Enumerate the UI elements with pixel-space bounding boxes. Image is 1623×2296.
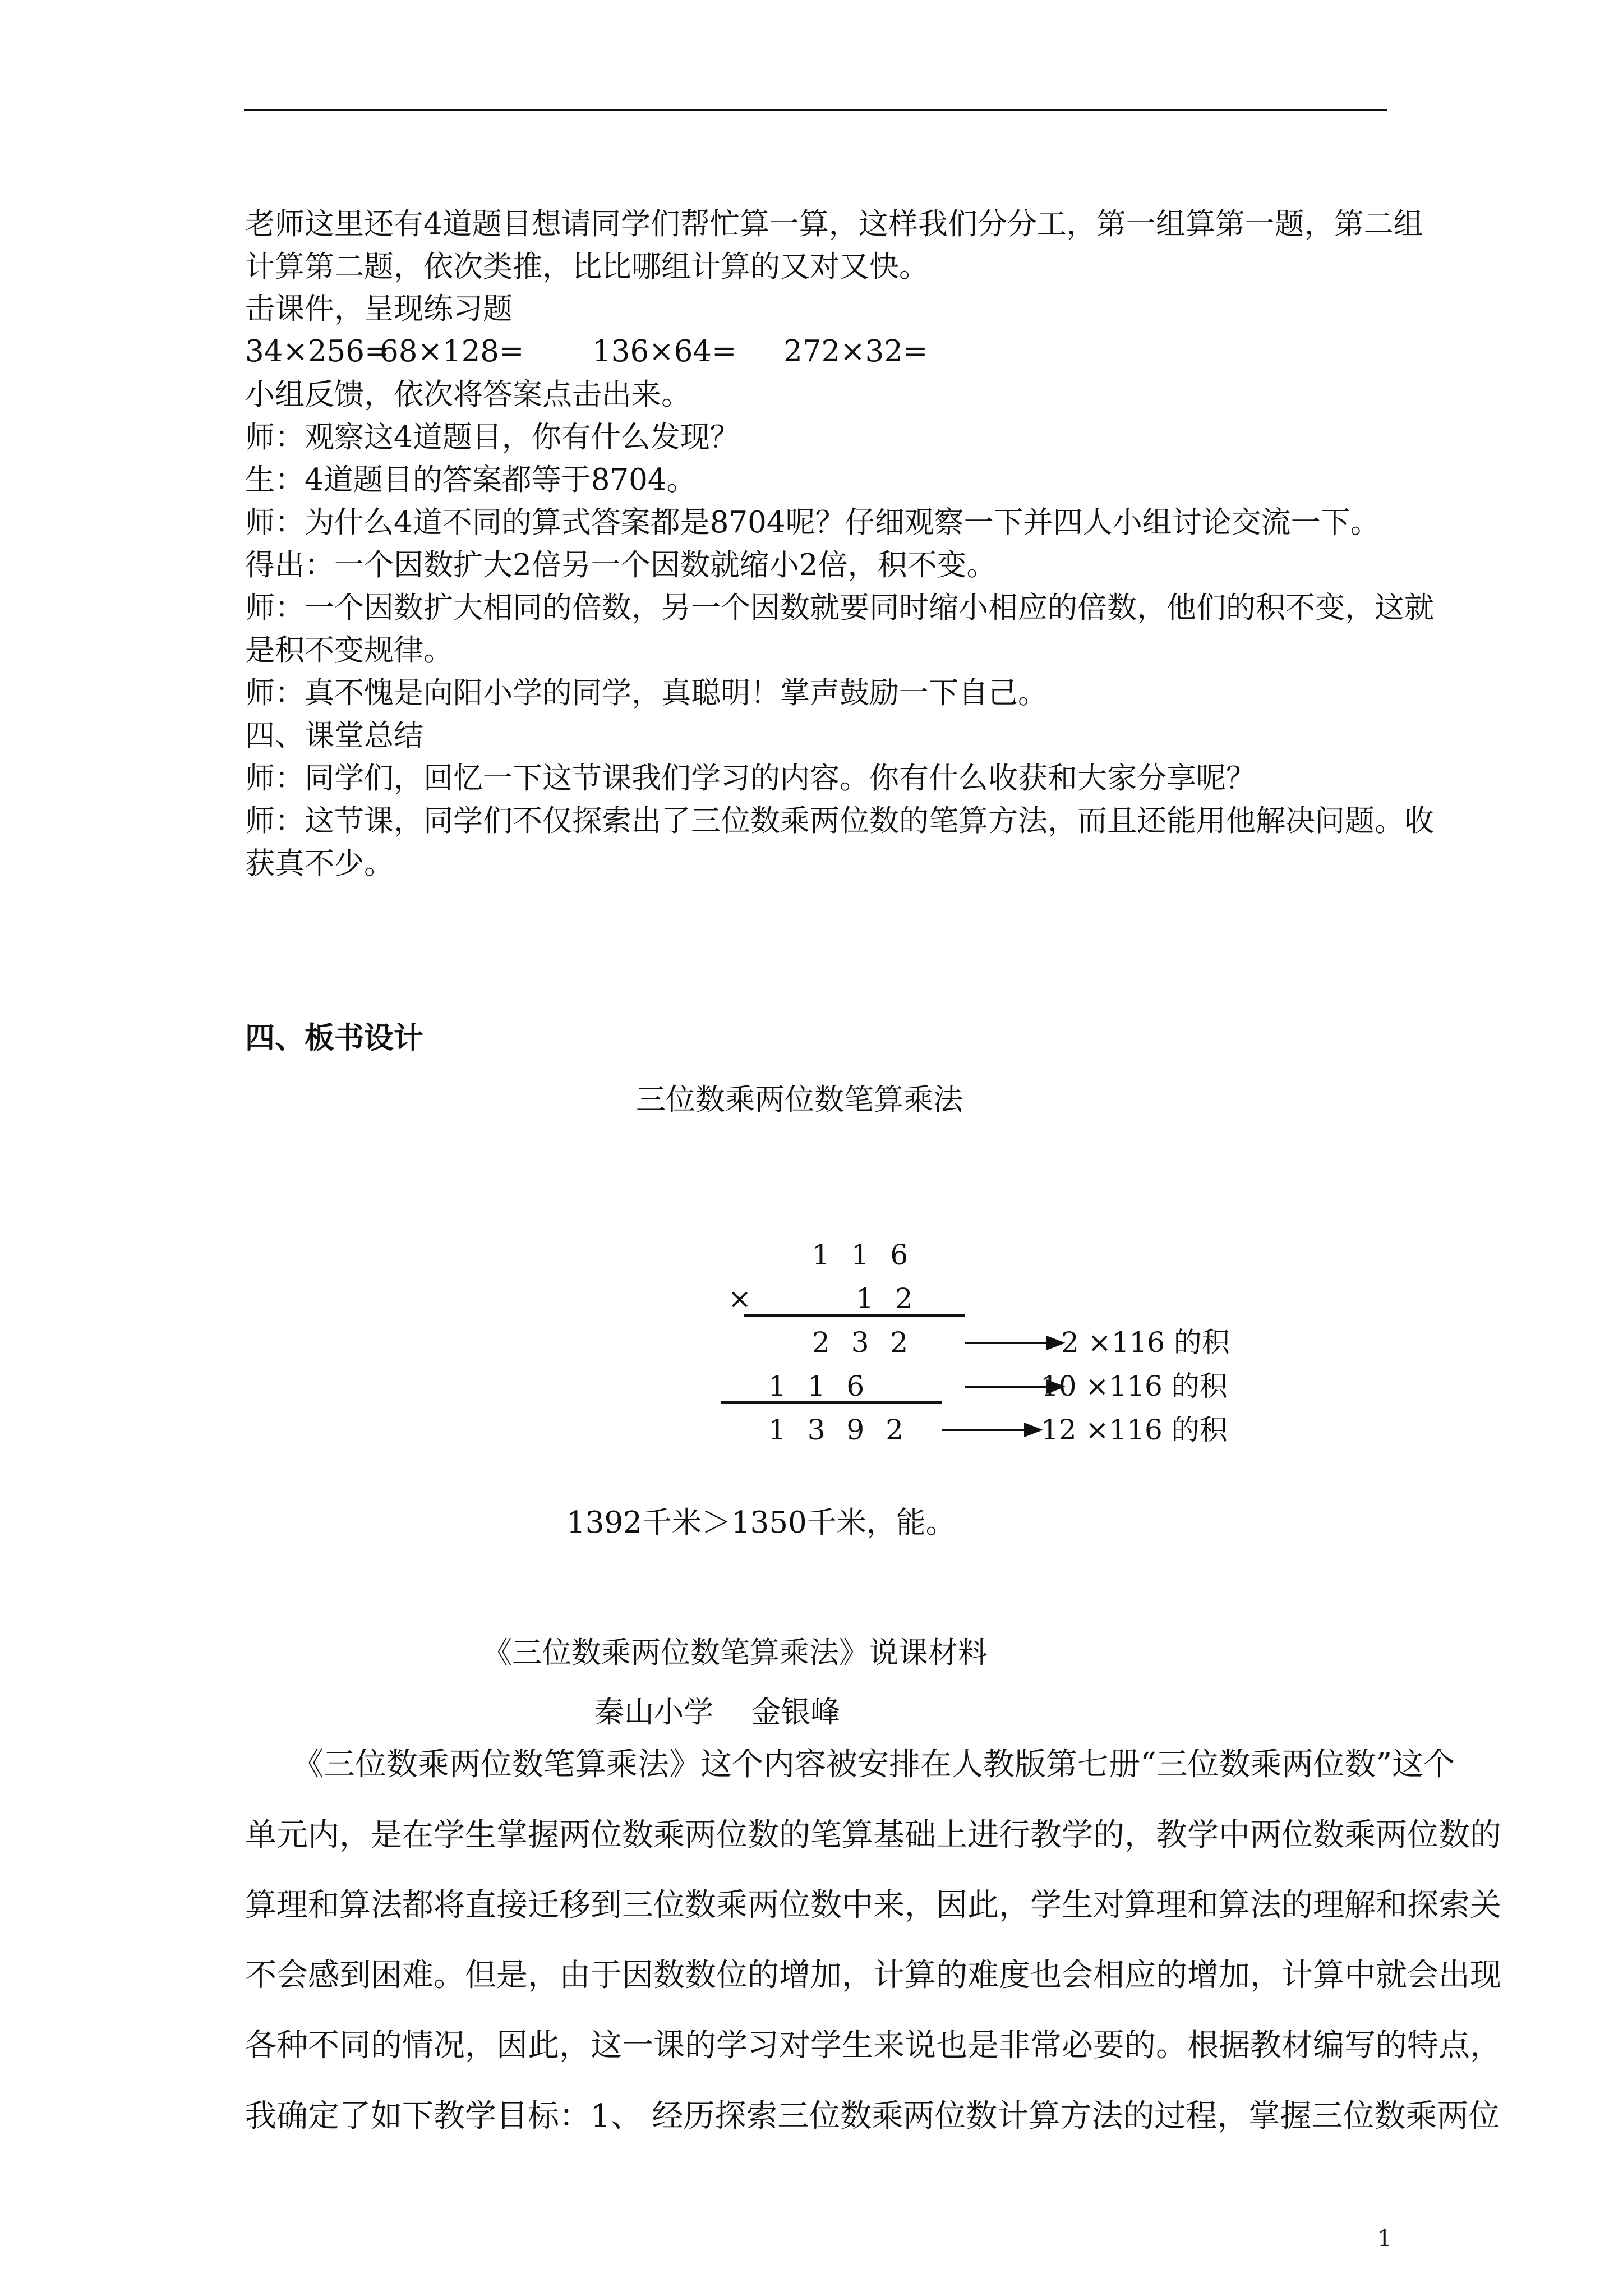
calc-note: 2 ×116 的积 [1061, 1326, 1230, 1359]
calc-note: 12 ×116 的积 [1041, 1414, 1228, 1446]
calc-row-multiplicand: 1 1 6 [812, 1239, 909, 1271]
paragraph-line: 单元内，是在学生掌握两位数乘两位数的笔算基础上进行教学的，教学中两位数乘两位数的 [245, 1817, 1501, 1853]
text-line: 师：同学们，回忆一下这节课我们学习的内容。你有什么收获和大家分享呢？ [245, 761, 1256, 795]
text-line: 生：4道题目的答案都等于8704。 [245, 463, 697, 497]
arrow-right-icon [1024, 1423, 1043, 1437]
text-line: 师：观察这4道题目，你有什么发现？ [245, 420, 740, 454]
text-line: 师：一个因数扩大相同的倍数，另一个因数就要同时缩小相应的倍数，他们的积不变，这就 [245, 591, 1434, 625]
text-line: 老师这里还有4道题目想请同学们帮忙算一算，这样我们分分工，第一组算第一题，第二组 [245, 207, 1423, 241]
paragraph-line: 我确定了如下教学目标：1、 经历探索三位数乘两位数计算方法的过程，掌握三位数乘两位 [245, 2098, 1500, 2134]
talk-title: 《三位数乘两位数笔算乘法》说课材料 [482, 1636, 988, 1670]
talk-author: 秦山小学 金银峰 [594, 1695, 841, 1729]
text-line: 得出：一个因数扩大2倍另一个因数就缩小2倍，积不变。 [245, 548, 997, 582]
paragraph-line: 算理和算法都将直接迁移到三位数乘两位数中来，因此，学生对算理和算法的理解和探索关 [245, 1887, 1501, 1924]
arrow-line [965, 1342, 1049, 1344]
conclusion-text: 1392千米＞1350千米，能。 [566, 1506, 956, 1540]
text-line: 击课件，呈现练习题 [245, 292, 513, 326]
text-line: 小组反馈，依次将答案点击出来。 [245, 378, 691, 412]
text-line: 计算第二题，依次类推，比比哪组计算的又对又快。 [245, 250, 929, 284]
calc-note: 10 ×116 的积 [1041, 1370, 1228, 1402]
text-line: 是积不变规律。 [245, 633, 453, 668]
paragraph-line: 不会感到困难。但是，由于因数数位的增加，计算的难度也会相应的增加，计算中就会出现 [245, 1957, 1501, 1994]
arrow-line [942, 1429, 1026, 1431]
calc-product: 1 3 9 2 [768, 1414, 903, 1446]
text-line: 师：这节课，同学们不仅探索出了三位数乘两位数的笔算方法，而且还能用他解决问题。收 [245, 804, 1434, 838]
calc-times-sign: × [728, 1282, 751, 1315]
header-rule [244, 109, 1387, 111]
calc-partial-product: 1 1 6 [768, 1370, 865, 1402]
calc-underline [721, 1401, 942, 1404]
section-heading: 四、课堂总结 [245, 719, 423, 753]
page-number: 1 [1377, 2226, 1392, 2252]
exercise-item: 136×64= [592, 334, 737, 369]
text-line: 获真不少。 [245, 846, 394, 881]
paragraph-line: 各种不同的情况，因此，这一课的学习对学生来说也是非常必要的。根据教材编写的特点， [245, 2027, 1501, 2064]
arrow-line [965, 1386, 1049, 1388]
board-heading: 四、板书设计 [245, 1020, 423, 1055]
exercise-item: 272×32= [783, 334, 928, 369]
text-line: 师：为什么4道不同的算式答案都是8704呢？仔细观察一下并四人小组讨论交流一下。 [245, 505, 1380, 540]
calc-row-multiplier: 1 2 [856, 1282, 913, 1315]
exercise-item: 68×128= [380, 334, 524, 369]
exercise-item: 34×256= [245, 334, 390, 369]
text-line: 师：真不愧是向阳小学的同学，真聪明！掌声鼓励一下自己。 [245, 676, 1048, 710]
calc-underline [744, 1314, 965, 1317]
paragraph-line: 《三位数乘两位数笔算乘法》这个内容被安排在人教版第七册“三位数乘两位数”这个 [292, 1746, 1455, 1783]
board-title: 三位数乘两位数笔算乘法 [636, 1083, 963, 1117]
calc-partial-product: 2 3 2 [812, 1326, 909, 1359]
